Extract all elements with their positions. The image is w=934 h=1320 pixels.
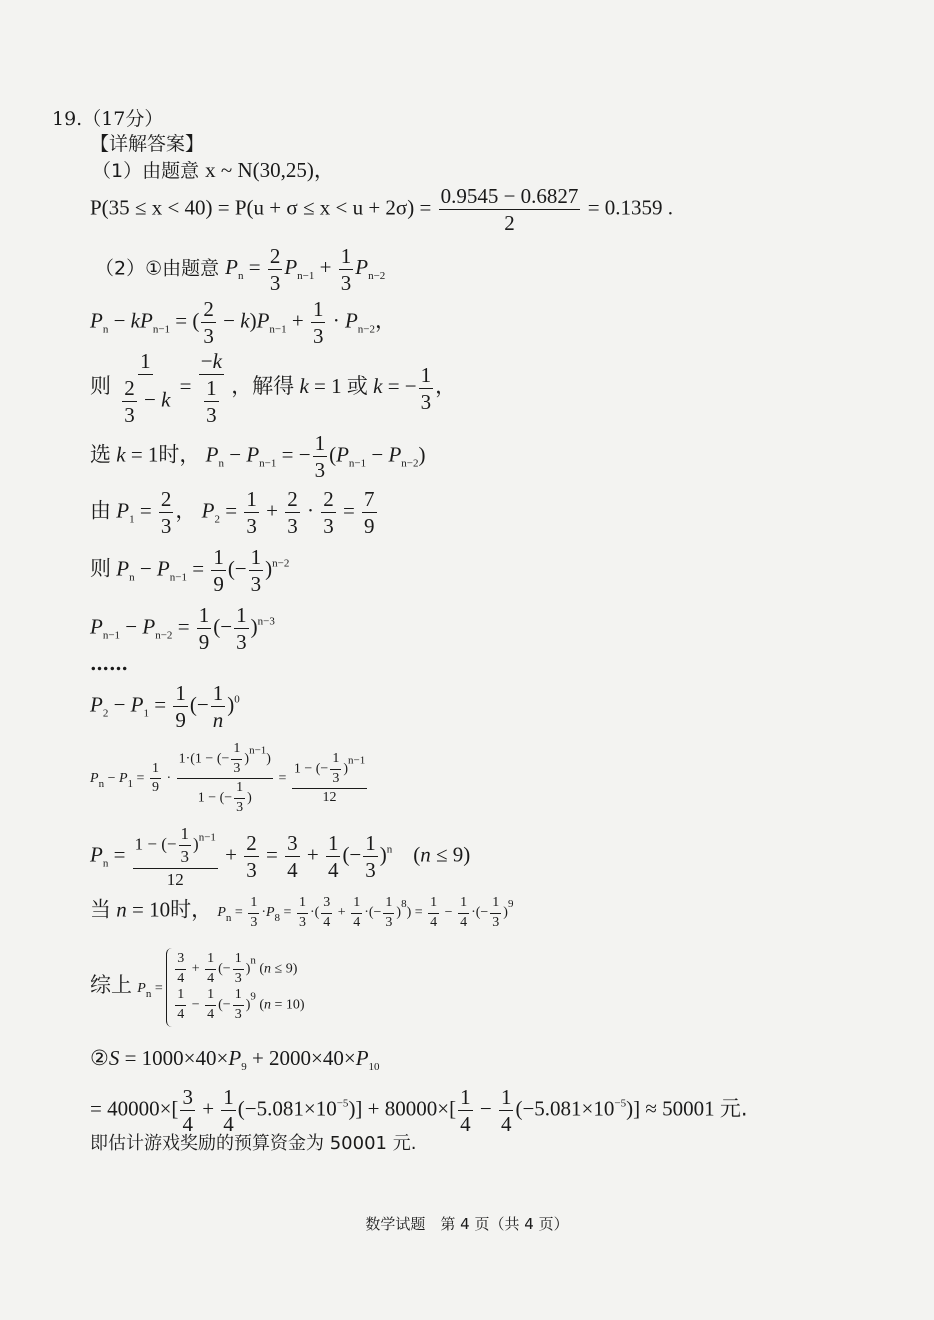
conclusion: 即估计游戏奖励的预算资金为 50001 元. (90, 1133, 417, 1154)
recurrence-line (95, 245, 385, 294)
piecewise-summary: 综上 $P_n$ = $\frac{3}{4}$ + $\frac{1}{4}$ (− $\frac{1}{3}$ )$^n$ (n ≤ 9) $\frac{1}{4}$ − $\frac{1}{4}$ (− $\frac{1}{3}$ )$^9$ (n = 10) (90, 948, 305, 1027)
section-title: 【详解答案】 (90, 133, 205, 155)
fraction-denominator: 2 (504, 211, 515, 236)
piecewise-brace: $\frac{3}{4}$ + $\frac{1}{4}$ (− $\frac{1}{3}$ )$^n$ (n ≤ 9) $\frac{1}{4}$ − $\frac{1}{4}$ (− $\frac{1}{3}$ )$^9$ (n = 10) (166, 948, 304, 1027)
budget-calculation: = 40000×[ $\frac{3}{4}$ + $\frac{1}{4}$ $(-5.081\times 10^{-5})] + 80000\times$[ $\frac{1}{4}$ − $\frac{1}{4}$ $(-5.081\times 10^{-5})] \approx 50001$ 元. (90, 1085, 748, 1137)
word-dang: 当 (90, 897, 111, 922)
page-footer: 数学试题 第 4 页（共 4 页） (365, 1215, 569, 1233)
probability-result: = 0.1359 . (587, 195, 674, 220)
telescoping-sum: $P_n - P_1$ = $\frac{1}{9}$ · 1·(1 − (− $\frac{1}{3}$ )$^{n-1}$) 1 − (− $\frac{1}{3}$ ) = 1 − (− $\frac{1}{3}$ )$^{n-1}$ 12 (90, 741, 366, 816)
initial-values: 由 $P_1$ = $\frac{2}{3}$ ， $P_2$ = $\frac{1}{3}$ + $\frac{2}{3}$ · $\frac{2}{3}$ = $\frac{7}{9}$ (90, 487, 375, 539)
word-zongshang: 综上 (90, 973, 132, 998)
distribution: x ~ N(30,25)， (205, 158, 335, 182)
probability-fraction (439, 185, 581, 234)
difference-n: 则 $P_n - P_{n-1}$ = $\frac{1}{9}$ (− $\frac{1}{3}$ )$^{n-2}$ (90, 545, 290, 597)
word-xuan: 选 (90, 442, 111, 467)
word-huo: 或 (346, 373, 368, 398)
unit-yuan: 元. (719, 1096, 748, 1121)
n-equals-10: 当 n = 10时， $P_n$ = $\frac{1}{3}$ $\cdot P_8$ = $\frac{1}{3}$ ·( $\frac{3}{4}$ + $\frac{1}{4}$ ·(− $\frac{1}{3}$ )$^8$) = $\frac{1}{4}$ − $\frac{1}{4}$ ·(− $\frac{1}{3}$ )$^9$ (90, 895, 514, 930)
ellipsis: …… (90, 653, 128, 675)
part-two-label: （2）①由题意 (95, 257, 220, 280)
part-one-line (92, 160, 335, 181)
part-one-label: （1）由题意 (92, 160, 200, 182)
word-ze-2: 则 (90, 556, 111, 581)
part-two-marker: ② (90, 1046, 109, 1070)
fraction-numerator: 0.9545 − 0.6827 (439, 185, 581, 210)
recurrence-transform: $P_n - kP_{n-1}$ = ( $\frac{2}{3}$ − $k)P_{n-1}$ + $\frac{1}{3}$ · $P_{n-2}$， (90, 297, 396, 349)
recurrence-formula: $P_n$ = $\frac{2}{3}$ $P_{n-1}$ + $\frac{1}{3}$ $P_{n-2}$ (225, 244, 386, 296)
word-you: 由 (90, 498, 111, 523)
general-term: $P_n$ = 1 − (− $\frac{1}{3}$ )$^{n-1}$ 12 + $\frac{2}{3}$ = $\frac{3}{4}$ + $\frac{1}{4}$ (− $\frac{1}{3}$ )$^n$ (n ≤ 9) (90, 824, 471, 889)
word-shi: 时， (158, 442, 201, 467)
budget-formula: ②S = $1000\times 40\times P_9 + 2000\times 40\times P_{10}$ (90, 1046, 380, 1073)
word-shi-2: 时， (170, 897, 213, 922)
problem-number: 19.（17分） (52, 108, 164, 130)
word-jiede: ，解得 (231, 373, 295, 398)
difference-n-1: $P_{n-1} - P_{n-2}$ = $\frac{1}{9}$ (− $\frac{1}{3}$ )$^{n-3}$ (90, 603, 275, 655)
difference-2: $P_2 - P_1$ = $\frac{1}{9}$ (− $\frac{1}{n}$ )$^0$ (90, 681, 240, 733)
probability-lhs: P(35 ≤ x < 40) = P(u + σ ≤ x < u + 2σ) = (90, 195, 432, 220)
probability-calculation (90, 185, 673, 234)
choose-k-line: 选 k = 1时， $P_n - P_{n-1}$ = − $\frac{1}{3}$ $(P_{n-1} - P_{n-2})$ (90, 431, 426, 483)
solve-k-line: 则 1 $\frac{2}{3}$ − k = $\frac{-k}{\frac{1}{3}}$ ，解得 k = 1 或 k = − $\frac{1}{3}$ ， (90, 349, 457, 428)
word-ze: 则 (90, 373, 111, 398)
